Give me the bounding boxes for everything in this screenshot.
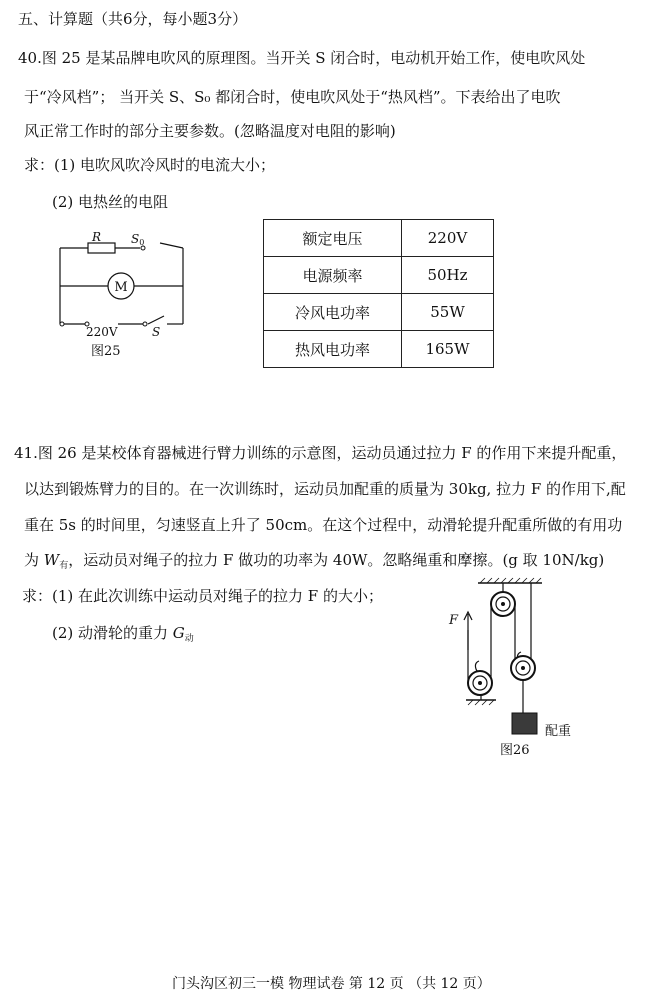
q41-line-2: 以达到锻炼臂力的目的。在一次训练时，运动员加配重的质量为 30kg, 拉力 F 的作用下,配 [24, 480, 626, 498]
table-value: 165W [402, 331, 494, 368]
table-key: 额定电压 [264, 220, 402, 257]
q40-line-1: 40.图 25 是某品牌电吹风的原理图。当开关 S 闭合时，电动机开始工作，使电吹风处 [18, 49, 586, 67]
label-weight: 配重 [545, 724, 572, 739]
useful-work-subscript: 有 [59, 561, 69, 571]
q41-line-1: 41.图 26 是某校体育器械进行臂力训练的示意图，运动员通过拉力 F 的作用下来提升配重， [14, 444, 627, 462]
q40-line-3: 风正常工作时的部分主要参数。(忽略温度对电阻的影响) [24, 122, 396, 140]
label-s0-sub: 0 [139, 238, 145, 247]
q41-question-1: 求：(1) 在此次训练中运动员对绳子的拉力 F 的大小； [22, 587, 383, 605]
label-motor: M [114, 280, 128, 295]
table-key: 冷风电功率 [264, 294, 402, 331]
table-key: 电源频率 [264, 257, 402, 294]
label-r: R [92, 230, 102, 244]
figure-26-caption: 图26 [500, 743, 530, 758]
table-value: 50Hz [402, 257, 494, 294]
q40-question-1: 求：(1) 电吹风吹冷风时的电流大小； [24, 156, 276, 174]
label-force: F [449, 613, 459, 628]
q41-line-4-end: ，运动员对绳子的拉力 F 做功的功率为 40W。忽略绳重和摩擦。(g 取 10N/kg) [68, 551, 605, 569]
page-footer: 门头沟区初三一模 物理试卷 第 12 页 （共 12 页） [172, 976, 491, 992]
q40-line-2: 于“冷风档”； 当开关 S、S₀ 都闭合时，使电吹风处于“热风档”。下表给出了电吹 [24, 88, 561, 106]
gravity-subscript: 动 [184, 634, 194, 644]
counterweight-block [512, 713, 537, 734]
table-key: 热风电功率 [264, 331, 402, 368]
figure-25-caption: 图25 [91, 344, 121, 359]
table-value: 55W [402, 294, 494, 331]
section-title: 五、计算题（共6分，每小题3分） [18, 10, 248, 28]
label-s0-main: S [131, 232, 140, 246]
label-s: S [152, 325, 161, 339]
q41-line-3: 重在 5s 的时间里，匀速竖直上升了 50cm。在这个过程中，动滑轮提升配重所做的有用功 [24, 516, 623, 534]
q41-question-2-text: (2) 动滑轮的重力 [52, 624, 173, 642]
table-value: 220V [402, 220, 494, 257]
label-voltage: 220V [86, 325, 118, 339]
gravity-symbol: G [172, 624, 185, 642]
q41-line-4-start: 为 [24, 551, 44, 569]
useful-work-symbol: W [43, 551, 60, 569]
q40-question-2: (2) 电热丝的电阻 [52, 193, 169, 211]
